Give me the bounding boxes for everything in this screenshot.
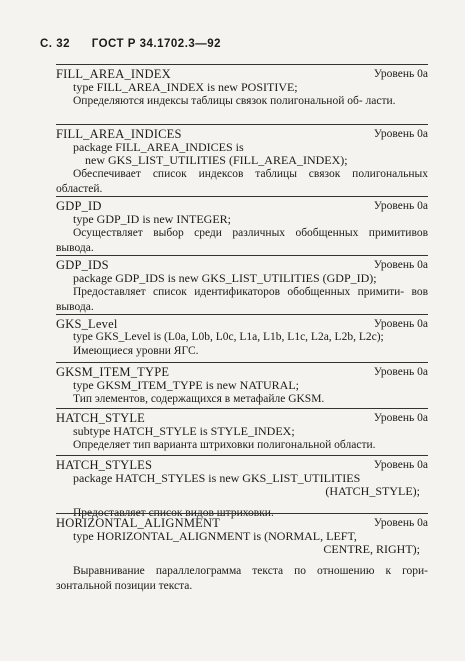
code-line: subtype HATCH_STYLE is STYLE_INDEX; [73, 424, 295, 438]
entry-description: Определяются индексы таблицы связок полигональной об- ласти. [73, 95, 396, 107]
entry-name: HORIZONTAL_ALIGNMENT [56, 516, 221, 530]
page-header [40, 38, 221, 50]
entry-fill-area-indices [56, 128, 428, 197]
entry-fill-area-index [56, 68, 428, 109]
entry-name: GKSM_ITEM_TYPE [56, 365, 170, 379]
entry-description: Имеющиеся уровни ЯГС. [73, 345, 199, 357]
entry-level: Уровень 0а [373, 366, 428, 378]
entry-description: Обеспечивает список индексов таблицы связок полигональных областей. [56, 168, 428, 195]
entry-level: Уровень 0а [373, 517, 428, 529]
entry-description: Тип элементов, содержащихся в метафайле GKSM. [73, 393, 325, 405]
code-line: new GKS_LIST_UTILITIES (FILL_AREA_INDEX); [85, 153, 348, 167]
entry-description: Выравнивание параллелограмма текста по отношению к гори- зонтальной позиции текста. [56, 565, 428, 592]
entry-name: GDP_IDS [56, 258, 109, 272]
entry-level: Уровень 0а [373, 68, 428, 80]
divider [56, 255, 428, 256]
divider [56, 362, 428, 363]
entry-description: Определяет тип варианта штриховки полигональной области. [73, 439, 376, 451]
entry-level: Уровень 0а [373, 459, 428, 471]
code-line: type FILL_AREA_INDEX is new POSITIVE; [73, 80, 298, 94]
entry-gdp-id [56, 200, 428, 256]
entry-hatch-style [56, 412, 428, 453]
entry-name: HATCH_STYLES [56, 458, 153, 472]
entry-hatch-styles [56, 459, 428, 521]
entry-name: GDP_ID [56, 199, 102, 213]
entry-description: Осуществляет выбор среди различных обобщенных примитивов вывода. [56, 227, 428, 254]
code-line: type GKSM_ITEM_TYPE is new NATURAL; [73, 378, 299, 392]
entry-level: Уровень 0а [373, 200, 428, 212]
entry-level: Уровень 0а [373, 318, 428, 330]
entry-gks-level [56, 318, 428, 359]
divider [56, 455, 428, 456]
divider [56, 513, 428, 514]
divider [56, 124, 428, 125]
code-line: package HATCH_STYLES is new GKS_LIST_UTILITIES [73, 471, 361, 485]
entry-level: Уровень 0а [373, 259, 428, 271]
entry-description: Предоставляет список видов штриховки. [73, 507, 274, 519]
entry-level: Уровень 0а [373, 128, 428, 140]
entry-gksm-item-type [56, 366, 428, 407]
standard-designation: ГОСТ Р 34.1702.3—92 [91, 38, 222, 50]
divider [56, 196, 428, 197]
code-line: type HORIZONTAL_ALIGNMENT is (NORMAL, LEFT, [73, 529, 357, 543]
code-line: (HATCH_STYLE); [325, 484, 420, 498]
entry-name: GKS_Level [56, 317, 118, 331]
entry-gdp-ids [56, 259, 428, 315]
code-line: package GDP_IDS is new GKS_LIST_UTILITIES (GDP_ID); [73, 271, 377, 285]
entry-name: FILL_AREA_INDICES [56, 127, 182, 141]
entry-description: Предоставляет список идентификаторов обобщенных примити- вов вывода. [56, 286, 428, 313]
page-number: С. 32 [40, 38, 70, 50]
entry-level: Уровень 0а [373, 412, 428, 424]
code-line: type GKS_Level is (L0a, L0b, L0c, L1a, L1b, L1c, L2a, L2b, L2c); [73, 331, 384, 343]
entry-name: HATCH_STYLE [56, 411, 146, 425]
divider [56, 64, 428, 65]
code-line: type GDP_ID is new INTEGER; [73, 212, 231, 226]
entry-horizontal-alignment [56, 517, 428, 594]
divider [56, 408, 428, 409]
code-line: CENTRE, RIGHT); [323, 542, 420, 556]
code-line: package FILL_AREA_INDICES is [73, 140, 244, 154]
entry-name: FILL_AREA_INDEX [56, 67, 171, 81]
divider [56, 314, 428, 315]
